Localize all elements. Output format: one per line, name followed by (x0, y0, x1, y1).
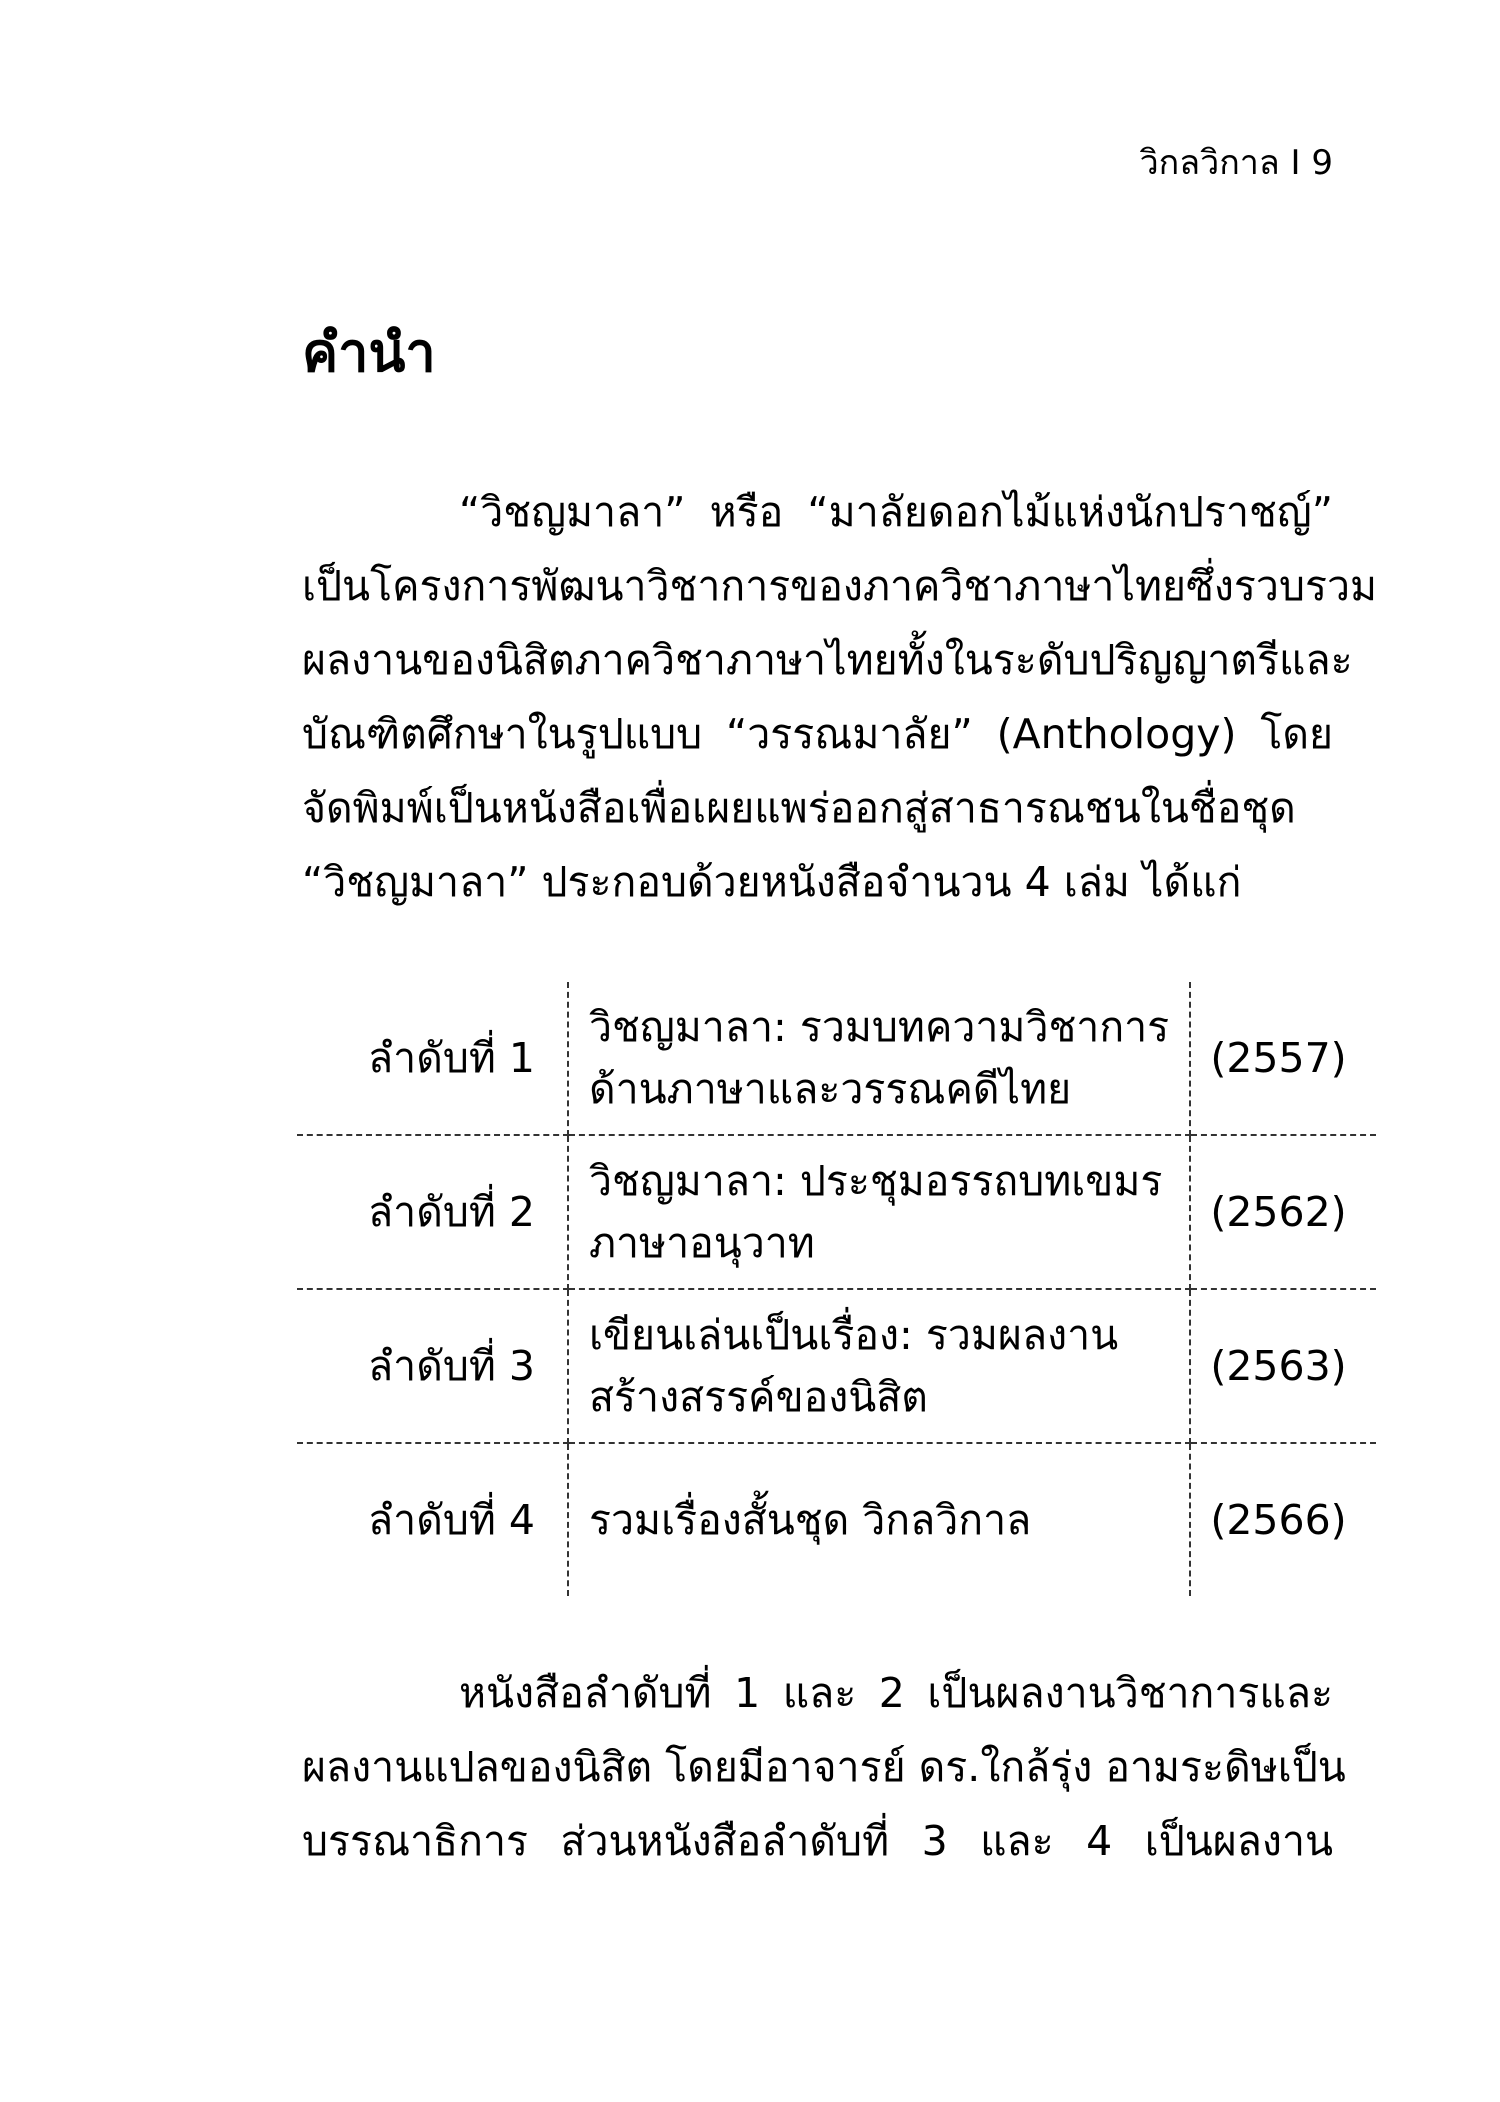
volume-year: (2566) (1210, 1496, 1347, 1544)
volume-order: ลำดับที่ 1 (297, 982, 568, 1135)
volume-title (568, 982, 1190, 1135)
volume-order: ลำดับที่ 4 (297, 1443, 568, 1596)
paragraph-line: “วิชญมาลา” หรือ “มาลัยดอกไม้แห่งนักปราชญ์” (459, 488, 1333, 536)
volume-order: ลำดับที่ 2 (297, 1135, 568, 1289)
paragraph-line: บรรณาธิการ ส่วนหนังสือลำดับที่ 3 และ 4 เป็นผลงาน (302, 1817, 1333, 1865)
volume-order: ลำดับที่ 3 (297, 1289, 568, 1443)
paragraph-line: จัดพิมพ์เป็นหนังสือเพื่อเผยแพร่ออกสู่สาธารณชนในชื่อชุด (302, 784, 1296, 832)
paragraph-line: ผลงานของนิสิตภาควิชาภาษาไทยทั้งในระดับปริญญาตรีและ (302, 636, 1353, 684)
volume-title-line: เขียนเล่นเป็นเรื่อง: รวมผลงาน (589, 1311, 1119, 1359)
paragraph-line: บัณฑิตศึกษาในรูปแบบ “วรรณมาลัย” (Anthology) โดย (302, 710, 1333, 758)
volume-year: (2557) (1190, 982, 1376, 1135)
volume-year: (2563) (1190, 1289, 1376, 1443)
table-row (297, 982, 1376, 1135)
volume-title-line: วิชญมาลา: รวมบทความวิชาการ (589, 1003, 1170, 1051)
paragraph-line: “วิชญมาลา” ประกอบด้วยหนังสือจำนวน 4 เล่ม ได้แก่ (302, 858, 1242, 906)
paragraph-line: หนังสือลำดับที่ 1 และ 2 เป็นผลงานวิชาการและ (459, 1669, 1333, 1717)
paragraph-line: เป็นโครงการพัฒนาวิชาการของภาควิชาภาษาไทยซึ่งรวบรวม (302, 562, 1378, 610)
table-row (297, 1289, 1376, 1443)
volume-title (568, 1135, 1190, 1289)
table-row (297, 1443, 1376, 1596)
paragraph-intro (302, 475, 1378, 919)
volumes-table (297, 982, 1376, 1596)
volume-title (568, 1443, 1190, 1596)
paragraph-editors (302, 1656, 1346, 1878)
running-head: วิกลวิกาล I 9 (1139, 143, 1333, 183)
volume-title-line: ภาษาอนุวาท (589, 1219, 815, 1267)
chapter-title: คำนำ (302, 321, 436, 384)
paragraph-line: ผลงานแปลของนิสิต โดยมีอาจารย์ ดร.ใกล้รุ่ง อามระดิษเป็น (302, 1743, 1346, 1791)
volume-title (568, 1289, 1190, 1443)
volume-title-line: ด้านภาษาและวรรณคดีไทย (589, 1065, 1072, 1113)
table-row (297, 1135, 1376, 1289)
volume-title-line: วิชญมาลา: ประชุมอรรถบทเขมร (589, 1157, 1163, 1205)
volume-title-line: รวมเรื่องสั้นชุด วิกลวิกาล (589, 1496, 1032, 1544)
volume-year: (2562) (1190, 1135, 1376, 1289)
volume-title-line: สร้างสรรค์ของนิสิต (589, 1373, 928, 1421)
